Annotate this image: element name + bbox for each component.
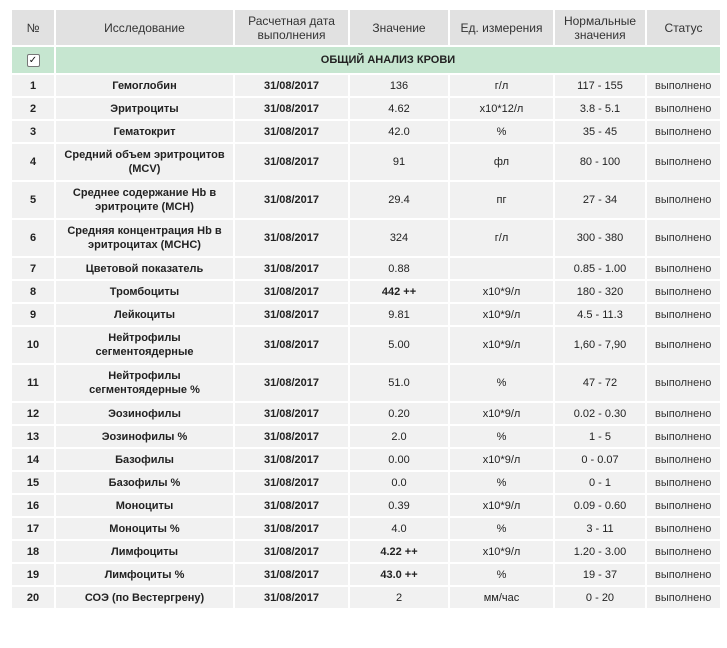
status-cell: выполнено xyxy=(647,449,720,470)
status-cell: выполнено xyxy=(647,541,720,562)
result-value-cell: 4.62 xyxy=(350,98,448,119)
row-number-cell: 1 xyxy=(12,75,54,96)
due-date-cell: 31/08/2017 xyxy=(235,121,348,142)
result-value-cell: 324 xyxy=(350,220,448,256)
table-row xyxy=(12,75,720,96)
result-value-cell: 0.0 xyxy=(350,472,448,493)
normal-range-cell: 0.85 - 1.00 xyxy=(555,258,645,279)
col-header-status[interactable]: Статус xyxy=(647,10,720,45)
row-number-cell: 6 xyxy=(12,220,54,256)
status-cell: выполнено xyxy=(647,518,720,539)
normal-range-cell: 80 - 100 xyxy=(555,144,645,180)
normal-range-cell: 180 - 320 xyxy=(555,281,645,302)
status-cell: выполнено xyxy=(647,144,720,180)
due-date-cell: 31/08/2017 xyxy=(235,472,348,493)
test-name-cell: Нейтрофилы сегментоядерные % xyxy=(56,365,233,401)
unit-cell: x10*9/л xyxy=(450,304,553,325)
test-name-cell: Гемоглобин xyxy=(56,75,233,96)
group-checkbox-cell[interactable] xyxy=(12,47,54,73)
result-value-cell: 9.81 xyxy=(350,304,448,325)
due-date-cell: 31/08/2017 xyxy=(235,564,348,585)
unit-cell: мм/час xyxy=(450,587,553,608)
status-cell: выполнено xyxy=(647,258,720,279)
test-name-cell: Средняя концентрация Hb в эритроцитах (MCHC) xyxy=(56,220,233,256)
unit-cell: x10*9/л xyxy=(450,403,553,424)
group-row xyxy=(12,47,720,73)
row-number-cell: 14 xyxy=(12,449,54,470)
test-name-cell: Эозинофилы % xyxy=(56,426,233,447)
row-number-cell: 9 xyxy=(12,304,54,325)
test-name-cell: Средний объем эритроцитов (MCV) xyxy=(56,144,233,180)
test-name-cell: Среднее содержание Hb в эритроците (MCH) xyxy=(56,182,233,218)
row-number-cell: 16 xyxy=(12,495,54,516)
result-value-cell: 0.88 xyxy=(350,258,448,279)
result-value-cell: 0.39 xyxy=(350,495,448,516)
table-row xyxy=(12,281,720,302)
table-row xyxy=(12,541,720,562)
result-value-cell: 2.0 xyxy=(350,426,448,447)
due-date-cell: 31/08/2017 xyxy=(235,98,348,119)
result-value-cell: 42.0 xyxy=(350,121,448,142)
unit-cell: x10*12/л xyxy=(450,98,553,119)
test-name-cell: СОЭ (по Вестергрену) xyxy=(56,587,233,608)
result-value-cell: 43.0 ++ xyxy=(350,564,448,585)
row-number-cell: 12 xyxy=(12,403,54,424)
unit-cell: % xyxy=(450,518,553,539)
table-row xyxy=(12,144,720,180)
unit-cell: % xyxy=(450,426,553,447)
row-number-cell: 20 xyxy=(12,587,54,608)
col-header-test[interactable]: Исследование xyxy=(56,10,233,45)
test-name-cell: Базофилы xyxy=(56,449,233,470)
normal-range-cell: 1,60 - 7,90 xyxy=(555,327,645,363)
status-cell: выполнено xyxy=(647,220,720,256)
result-value-cell: 4.22 ++ xyxy=(350,541,448,562)
result-value-cell: 136 xyxy=(350,75,448,96)
table-row xyxy=(12,587,720,608)
results-table xyxy=(10,8,722,610)
test-name-cell: Лимфоциты xyxy=(56,541,233,562)
col-header-number[interactable]: № xyxy=(12,10,54,45)
table-row xyxy=(12,449,720,470)
row-number-cell: 19 xyxy=(12,564,54,585)
status-cell: выполнено xyxy=(647,304,720,325)
test-name-cell: Нейтрофилы сегментоядерные xyxy=(56,327,233,363)
test-name-cell: Моноциты xyxy=(56,495,233,516)
unit-cell: x10*9/л xyxy=(450,495,553,516)
table-row xyxy=(12,220,720,256)
table-row xyxy=(12,472,720,493)
unit-cell: фл xyxy=(450,144,553,180)
table-row xyxy=(12,304,720,325)
due-date-cell: 31/08/2017 xyxy=(235,495,348,516)
status-cell: выполнено xyxy=(647,121,720,142)
due-date-cell: 31/08/2017 xyxy=(235,182,348,218)
status-cell: выполнено xyxy=(647,281,720,302)
status-cell: выполнено xyxy=(647,472,720,493)
unit-cell: г/л xyxy=(450,220,553,256)
result-value-cell: 4.0 xyxy=(350,518,448,539)
status-cell: выполнено xyxy=(647,182,720,218)
test-name-cell: Лимфоциты % xyxy=(56,564,233,585)
test-name-cell: Эритроциты xyxy=(56,98,233,119)
test-name-cell: Тромбоциты xyxy=(56,281,233,302)
table-row xyxy=(12,403,720,424)
table-row xyxy=(12,495,720,516)
row-number-cell: 11 xyxy=(12,365,54,401)
result-value-cell: 0.20 xyxy=(350,403,448,424)
status-cell: выполнено xyxy=(647,564,720,585)
normal-range-cell: 35 - 45 xyxy=(555,121,645,142)
table-row xyxy=(12,182,720,218)
result-value-cell: 2 xyxy=(350,587,448,608)
due-date-cell: 31/08/2017 xyxy=(235,144,348,180)
row-number-cell: 18 xyxy=(12,541,54,562)
due-date-cell: 31/08/2017 xyxy=(235,541,348,562)
test-name-cell: Гематокрит xyxy=(56,121,233,142)
col-header-date[interactable]: Расчетная дата выполнения xyxy=(235,10,348,45)
status-cell: выполнено xyxy=(647,426,720,447)
result-value-cell: 0.00 xyxy=(350,449,448,470)
due-date-cell: 31/08/2017 xyxy=(235,75,348,96)
result-value-cell: 29.4 xyxy=(350,182,448,218)
test-name-cell: Эозинофилы xyxy=(56,403,233,424)
row-number-cell: 4 xyxy=(12,144,54,180)
row-number-cell: 10 xyxy=(12,327,54,363)
unit-cell: % xyxy=(450,121,553,142)
normal-range-cell: 27 - 34 xyxy=(555,182,645,218)
row-number-cell: 15 xyxy=(12,472,54,493)
normal-range-cell: 0 - 0.07 xyxy=(555,449,645,470)
normal-range-cell: 3.8 - 5.1 xyxy=(555,98,645,119)
normal-range-cell: 0 - 1 xyxy=(555,472,645,493)
due-date-cell: 31/08/2017 xyxy=(235,365,348,401)
status-cell: выполнено xyxy=(647,587,720,608)
normal-range-cell: 47 - 72 xyxy=(555,365,645,401)
unit-cell: x10*9/л xyxy=(450,449,553,470)
unit-cell: x10*9/л xyxy=(450,327,553,363)
col-header-unit[interactable]: Ед. измерения xyxy=(450,10,553,45)
table-row xyxy=(12,365,720,401)
unit-cell: % xyxy=(450,365,553,401)
test-name-cell: Лейкоциты xyxy=(56,304,233,325)
result-value-cell: 5.00 xyxy=(350,327,448,363)
table-row xyxy=(12,258,720,279)
normal-range-cell: 1 - 5 xyxy=(555,426,645,447)
unit-cell xyxy=(450,258,553,279)
col-header-value[interactable]: Значение xyxy=(350,10,448,45)
status-cell: выполнено xyxy=(647,98,720,119)
normal-range-cell: 0.09 - 0.60 xyxy=(555,495,645,516)
normal-range-cell: 3 - 11 xyxy=(555,518,645,539)
due-date-cell: 31/08/2017 xyxy=(235,403,348,424)
normal-range-cell: 117 - 155 xyxy=(555,75,645,96)
result-value-cell: 442 ++ xyxy=(350,281,448,302)
result-value-cell: 51.0 xyxy=(350,365,448,401)
normal-range-cell: 0.02 - 0.30 xyxy=(555,403,645,424)
status-cell: выполнено xyxy=(647,403,720,424)
status-cell: выполнено xyxy=(647,365,720,401)
row-number-cell: 13 xyxy=(12,426,54,447)
row-number-cell: 2 xyxy=(12,98,54,119)
normal-range-cell: 1.20 - 3.00 xyxy=(555,541,645,562)
result-value-cell: 91 xyxy=(350,144,448,180)
table-row xyxy=(12,564,720,585)
row-number-cell: 17 xyxy=(12,518,54,539)
table-row xyxy=(12,426,720,447)
due-date-cell: 31/08/2017 xyxy=(235,327,348,363)
test-name-cell: Цветовой показатель xyxy=(56,258,233,279)
table-header-row xyxy=(12,10,720,45)
table-row xyxy=(12,518,720,539)
row-number-cell: 7 xyxy=(12,258,54,279)
col-header-norm[interactable]: Нормальные значения xyxy=(555,10,645,45)
test-name-cell: Базофилы % xyxy=(56,472,233,493)
unit-cell: x10*9/л xyxy=(450,541,553,562)
normal-range-cell: 0 - 20 xyxy=(555,587,645,608)
due-date-cell: 31/08/2017 xyxy=(235,281,348,302)
row-number-cell: 5 xyxy=(12,182,54,218)
due-date-cell: 31/08/2017 xyxy=(235,426,348,447)
unit-cell: пг xyxy=(450,182,553,218)
table-row xyxy=(12,98,720,119)
test-name-cell: Моноциты % xyxy=(56,518,233,539)
row-number-cell: 8 xyxy=(12,281,54,302)
normal-range-cell: 19 - 37 xyxy=(555,564,645,585)
row-number-cell: 3 xyxy=(12,121,54,142)
status-cell: выполнено xyxy=(647,75,720,96)
status-cell: выполнено xyxy=(647,327,720,363)
due-date-cell: 31/08/2017 xyxy=(235,518,348,539)
unit-cell: % xyxy=(450,472,553,493)
unit-cell: % xyxy=(450,564,553,585)
table-row xyxy=(12,327,720,363)
due-date-cell: 31/08/2017 xyxy=(235,220,348,256)
due-date-cell: 31/08/2017 xyxy=(235,258,348,279)
normal-range-cell: 4.5 - 11.3 xyxy=(555,304,645,325)
due-date-cell: 31/08/2017 xyxy=(235,304,348,325)
table-row xyxy=(12,121,720,142)
normal-range-cell: 300 - 380 xyxy=(555,220,645,256)
unit-cell: г/л xyxy=(450,75,553,96)
unit-cell: x10*9/л xyxy=(450,281,553,302)
due-date-cell: 31/08/2017 xyxy=(235,587,348,608)
status-cell: выполнено xyxy=(647,495,720,516)
group-checkbox[interactable]: ✓ xyxy=(27,54,40,67)
group-title: ОБЩИЙ АНАЛИЗ КРОВИ xyxy=(56,47,720,73)
due-date-cell: 31/08/2017 xyxy=(235,449,348,470)
